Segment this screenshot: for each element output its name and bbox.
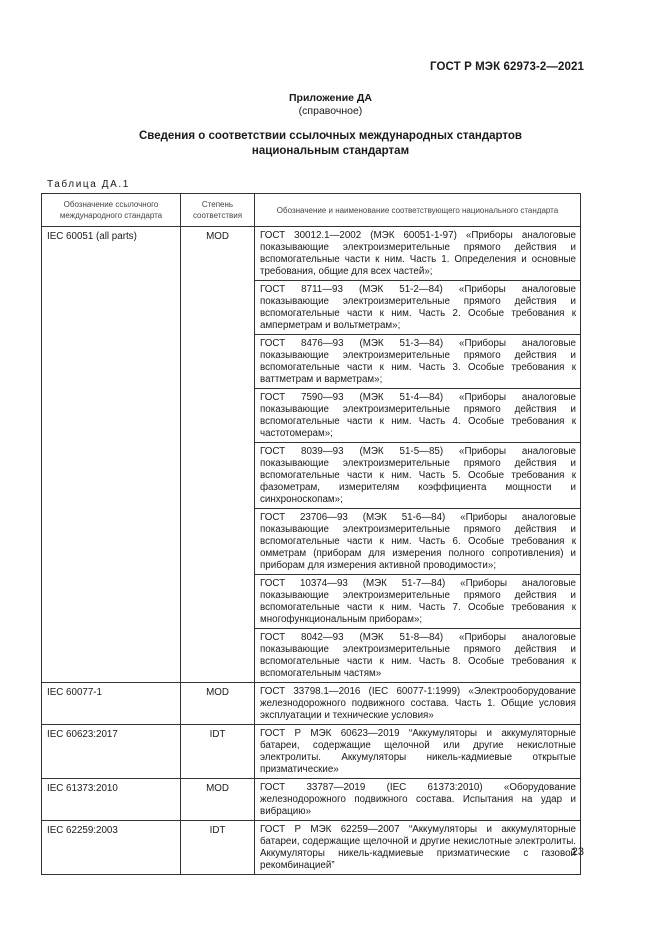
page-number: 23	[571, 846, 584, 858]
intl-standard-cell: IEC 62259:2003	[42, 821, 181, 875]
national-standard-entry: ГОСТ Р МЭК 60623—2019 “Аккумуляторы и аккумуляторные батареи, содержащие щелочной или другие некислотные электролиты. Аккумуляторы никель-кадмиевые открытые призматические»	[260, 728, 576, 775]
section-title-line-2: национальным стандартам	[251, 145, 410, 157]
national-standard-cell	[255, 779, 581, 821]
intl-standard-cell: IEC 60077-1	[42, 683, 181, 725]
degree-cell: MOD	[181, 227, 255, 683]
intl-standard-cell: IEC 60051 (all parts)	[42, 227, 181, 683]
annex-heading	[0, 92, 661, 118]
section-title-line-1: Сведения о соответствии ссылочных международных стандартов	[138, 130, 522, 142]
table-row	[42, 683, 581, 725]
document-header: ГОСТ Р МЭК 62973-2—2021	[430, 61, 584, 73]
correspondence-table	[41, 193, 581, 875]
national-standard-entry: ГОСТ 8042—93 (МЭК 51-8—84) «Приборы аналоговые показывающие электроизмерительные прямого действия и вспомогательные части к ним. Часть 8. Особые требования к вспомогательным частям»	[255, 628, 580, 682]
national-standard-entry: ГОСТ 30012.1—2002 (МЭК 60051-1-97) «Приборы аналоговые показывающие электроизмерительные прямого действия и вспомогательные части к ним. Часть 1. Определения и основные требования, общие для всех частей»;	[260, 230, 576, 277]
table-row	[42, 779, 581, 821]
degree-cell: IDT	[181, 725, 255, 779]
table-caption: Таблица ДА.1	[47, 179, 130, 190]
table-header-row	[42, 194, 581, 227]
intl-standard-cell: IEC 61373:2010	[42, 779, 181, 821]
national-standard-entry: ГОСТ 8039—93 (МЭК 51-5—85) «Приборы аналоговые показывающие электроизмерительные прямого действия и вспомогательные части к ним. Часть 5. Особые требования к фазометрам, измерителям коэффициента мощности и синхроноскопам»;	[255, 442, 580, 508]
annex-title: Приложение ДА	[289, 92, 372, 104]
national-standard-entry: ГОСТ 8711—93 (МЭК 51-2—84) «Приборы аналоговые показывающие электроизмерительные прямого действия и вспомогательные части к ним. Часть 2. Особые требования к амперметрам и вольтметрам»;	[255, 280, 580, 334]
table-row	[42, 725, 581, 779]
header-degree: Степень соответствия	[181, 194, 255, 227]
national-standard-entry: ГОСТ 10374—93 (МЭК 51-7—84) «Приборы аналоговые показывающие электроизмерительные прямого действия и вспомогательные части к ним. Часть 7. Особые требования к многофункциональным приборам»;	[255, 574, 580, 628]
degree-cell: MOD	[181, 779, 255, 821]
national-standard-cell	[255, 725, 581, 779]
national-standard-entry: ГОСТ 33787—2019 (IEC 61373:2010) «Оборудование железнодорожного подвижного состава. Испытания на удар и вибрацию»	[260, 782, 576, 817]
table-row	[42, 227, 581, 683]
national-standard-entry: ГОСТ Р МЭК 62259—2007 “Аккумуляторы и аккумуляторные батареи, содержащие щелочной и другие некислотные электролиты. Аккумуляторы никель-кадмиевые призматические с газовой рекомбинацией”	[260, 824, 576, 871]
national-standard-cell	[255, 683, 581, 725]
national-standard-cell	[255, 227, 581, 683]
national-standard-entry: ГОСТ 8476—93 (МЭК 51-3—84) «Приборы аналоговые показывающие электроизмерительные прямого действия и вспомогательные части к ним. Часть 3. Особые требования к ваттметрам и варметрам»;	[255, 334, 580, 388]
annex-subtitle: (справочное)	[298, 105, 363, 117]
header-national-standard: Обозначение и наименование соответствующего национального стандарта	[255, 194, 581, 227]
national-standard-entry: ГОСТ 7590—93 (МЭК 51-4—84) «Приборы аналоговые показывающие электроизмерительные прямого действия и вспомогательные части к ним. Часть 4. Особые требования к частотомерам»;	[255, 388, 580, 442]
header-intl-standard: Обозначение ссылочного международного стандарта	[42, 194, 181, 227]
degree-cell: MOD	[181, 683, 255, 725]
national-standard-cell	[255, 821, 581, 875]
degree-cell: IDT	[181, 821, 255, 875]
section-title	[0, 129, 661, 159]
national-standard-entry: ГОСТ 23706—93 (МЭК 51-6—84) «Приборы аналоговые показывающие электроизмерительные прямого действия и вспомогательные части к ним. Часть 6. Особые требования к омметрам (приборам для измерения полного сопротивления) и приборам для измерения активной проводимости»;	[255, 508, 580, 574]
national-standard-entry: ГОСТ 33798.1—2016 (IEC 60077-1:1999) «Электрооборудование железнодорожного подвижного состава. Часть 1. Общие условия эксплуатации и технические условия»	[260, 686, 576, 721]
table-row	[42, 821, 581, 875]
intl-standard-cell: IEC 60623:2017	[42, 725, 181, 779]
